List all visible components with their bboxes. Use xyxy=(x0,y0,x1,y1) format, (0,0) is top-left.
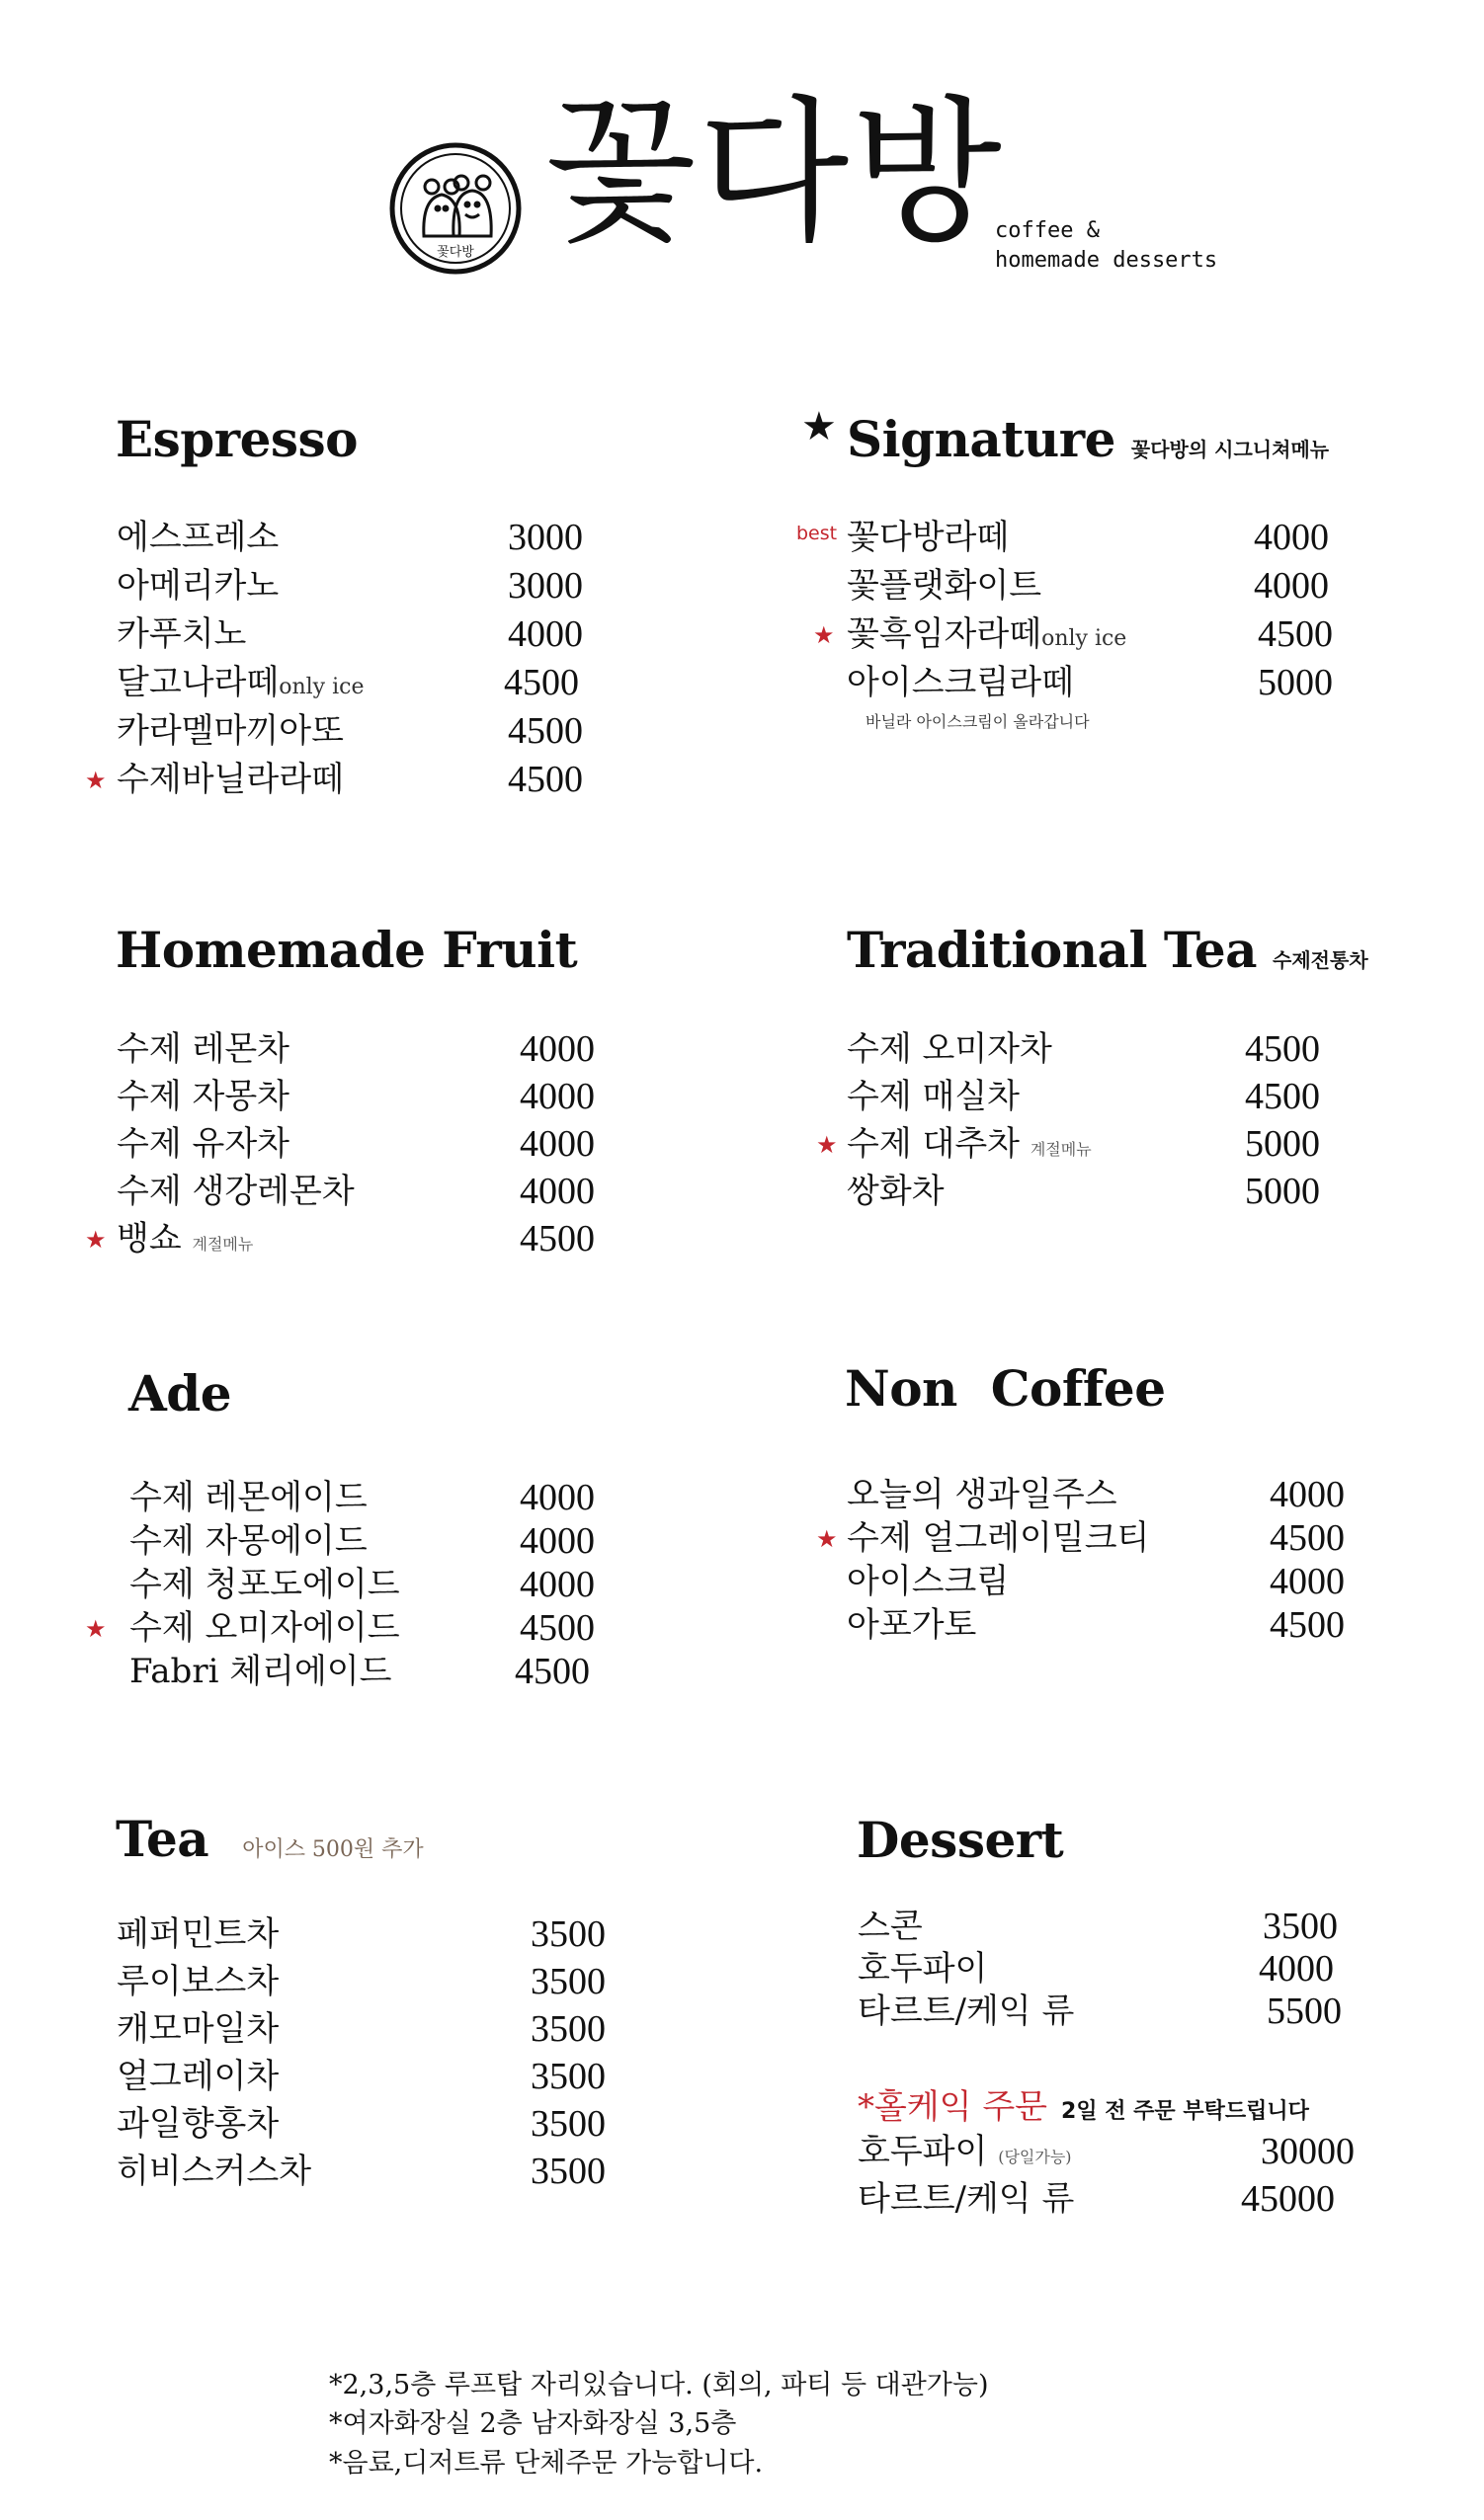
red-star-icon: ★ xyxy=(85,767,107,794)
fruit-title: Homemade Fruit xyxy=(116,921,578,979)
brand-title: 꽃다방 xyxy=(545,82,1004,264)
star-icon: ★ xyxy=(801,404,837,449)
red-star-icon: ★ xyxy=(816,1131,838,1159)
signature-title: Signature 꽃다방의 시그니쳐메뉴 xyxy=(847,410,1330,468)
footer-note: *음료,디저트류 단체주문 가능합니다. xyxy=(329,2448,764,2479)
traditional-note: 수제전통차 xyxy=(1273,948,1368,972)
bear-icon xyxy=(424,176,491,236)
best-badge: best xyxy=(796,523,838,544)
ade-title: Ade xyxy=(128,1364,232,1423)
brand-logo xyxy=(388,141,523,276)
red-star-icon: ★ xyxy=(85,1226,107,1254)
whole-cake-heading: *홀케익 주문 2일 전 주문 부탁드립니다 xyxy=(858,2087,1309,2127)
noncoffee-title: Non Coffee xyxy=(845,1359,1166,1418)
brand-subtitle xyxy=(995,216,1217,276)
footer-note: *2,3,5층 루프탑 자리있습니다. (회의, 파티 등 대관가능) xyxy=(329,2370,989,2400)
traditional-title: Traditional Tea 수제전통차 xyxy=(847,921,1368,979)
brand-subtitle-line1: coffee & xyxy=(995,218,1100,243)
footer-note: *여자화장실 2층 남자화장실 3,5층 xyxy=(329,2408,737,2439)
red-star-icon: ★ xyxy=(85,1615,107,1643)
logo-text: 꽃다방 xyxy=(437,245,474,260)
signature-note: 꽃다방의 시그니쳐메뉴 xyxy=(1130,438,1330,461)
dessert-title: Dessert xyxy=(857,1811,1064,1869)
red-star-icon: ★ xyxy=(816,1525,838,1553)
espresso-title: Espresso xyxy=(116,410,359,468)
signature-sub-note: 바닐라 아이스크림이 올라갑니다 xyxy=(866,712,1090,731)
tea-title: Tea 아이스 500원 추가 xyxy=(116,1810,424,1868)
red-star-icon: ★ xyxy=(813,621,835,649)
brand-subtitle-line2: homemade desserts xyxy=(995,248,1218,273)
tea-note: 아이스 500원 추가 xyxy=(242,1837,424,1862)
